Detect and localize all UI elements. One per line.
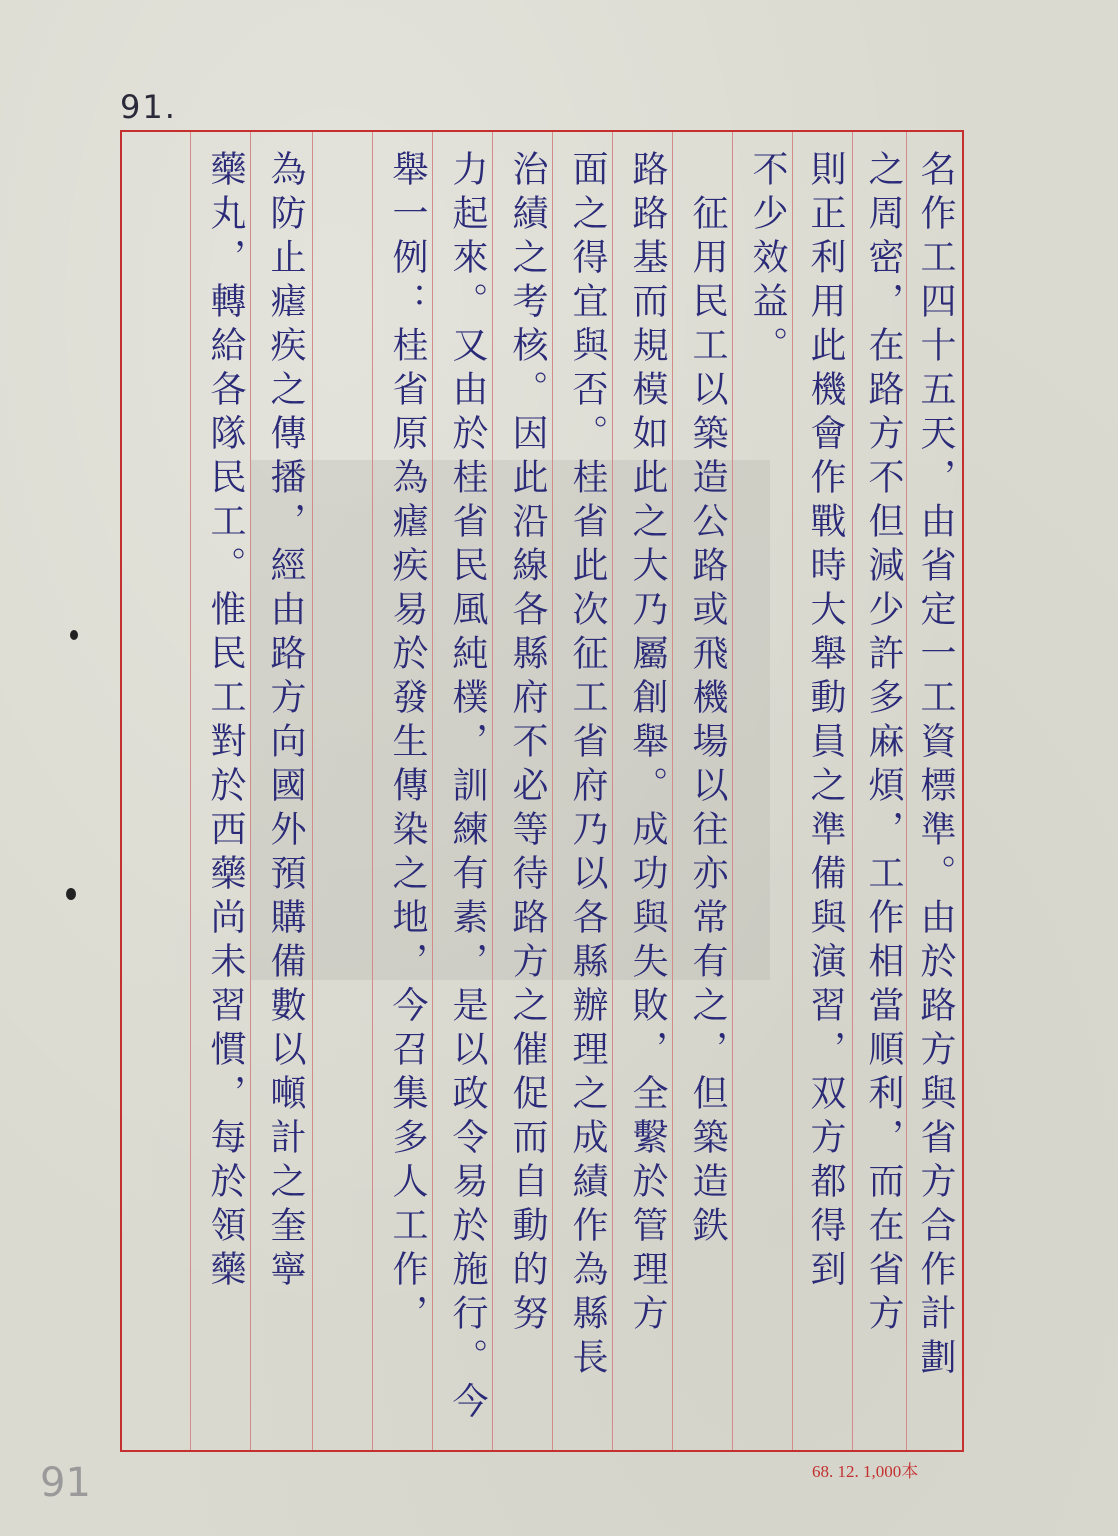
text-column-12: 藥丸，轉給各隊民工。惟民工對於西藥尚未習慣，每於領藥	[205, 150, 246, 1294]
text-column-3: 則正利用此機會作戰時大舉動員之準備與演習，双方都得到	[805, 150, 846, 1294]
text-column-7: 面之得宜與否。桂省此次征工省府乃以各縣辦理之成績作為縣長	[567, 150, 608, 1382]
page-number: 91.	[120, 88, 177, 126]
text-column-1: 名作工四十五天，由省定一工資標準。由於路方與省方合作計劃	[915, 150, 956, 1382]
text-column-2: 之周密，在路方不但減少許多麻煩，工作相當順利，而在省方	[863, 150, 904, 1338]
column-divider	[190, 132, 191, 1450]
text-column-8: 治績之考核。因此沿線各縣府不必等待路方之催促而自動的努	[507, 150, 548, 1338]
text-column-6: 路路基而規模如此之大乃屬創舉。成功與失敗，全繫於管理方	[627, 150, 668, 1338]
text-column-10: 舉一例：桂省原為瘧疾易於發生傳染之地，今召集多人工作，	[387, 150, 428, 1338]
text-column-9: 力起來。又由於桂省民風純樸，訓練有素，是以政令易於施行。今	[447, 150, 488, 1426]
column-divider	[372, 132, 373, 1450]
pencil-page-number: 91	[40, 1460, 91, 1506]
text-column-4: 不少效益。	[747, 150, 788, 370]
print-run-mark: 68. 12. 1,000本	[812, 1462, 919, 1481]
ink-speck	[70, 630, 78, 640]
text-column-11: 為防止瘧疾之傳播，經由路方向國外預購備數以噸計之奎寧	[265, 150, 306, 1294]
ink-speck	[66, 888, 76, 900]
text-column-5: 征用民工以築造公路或飛機場以往亦常有之，但築造鉄	[687, 150, 728, 1250]
